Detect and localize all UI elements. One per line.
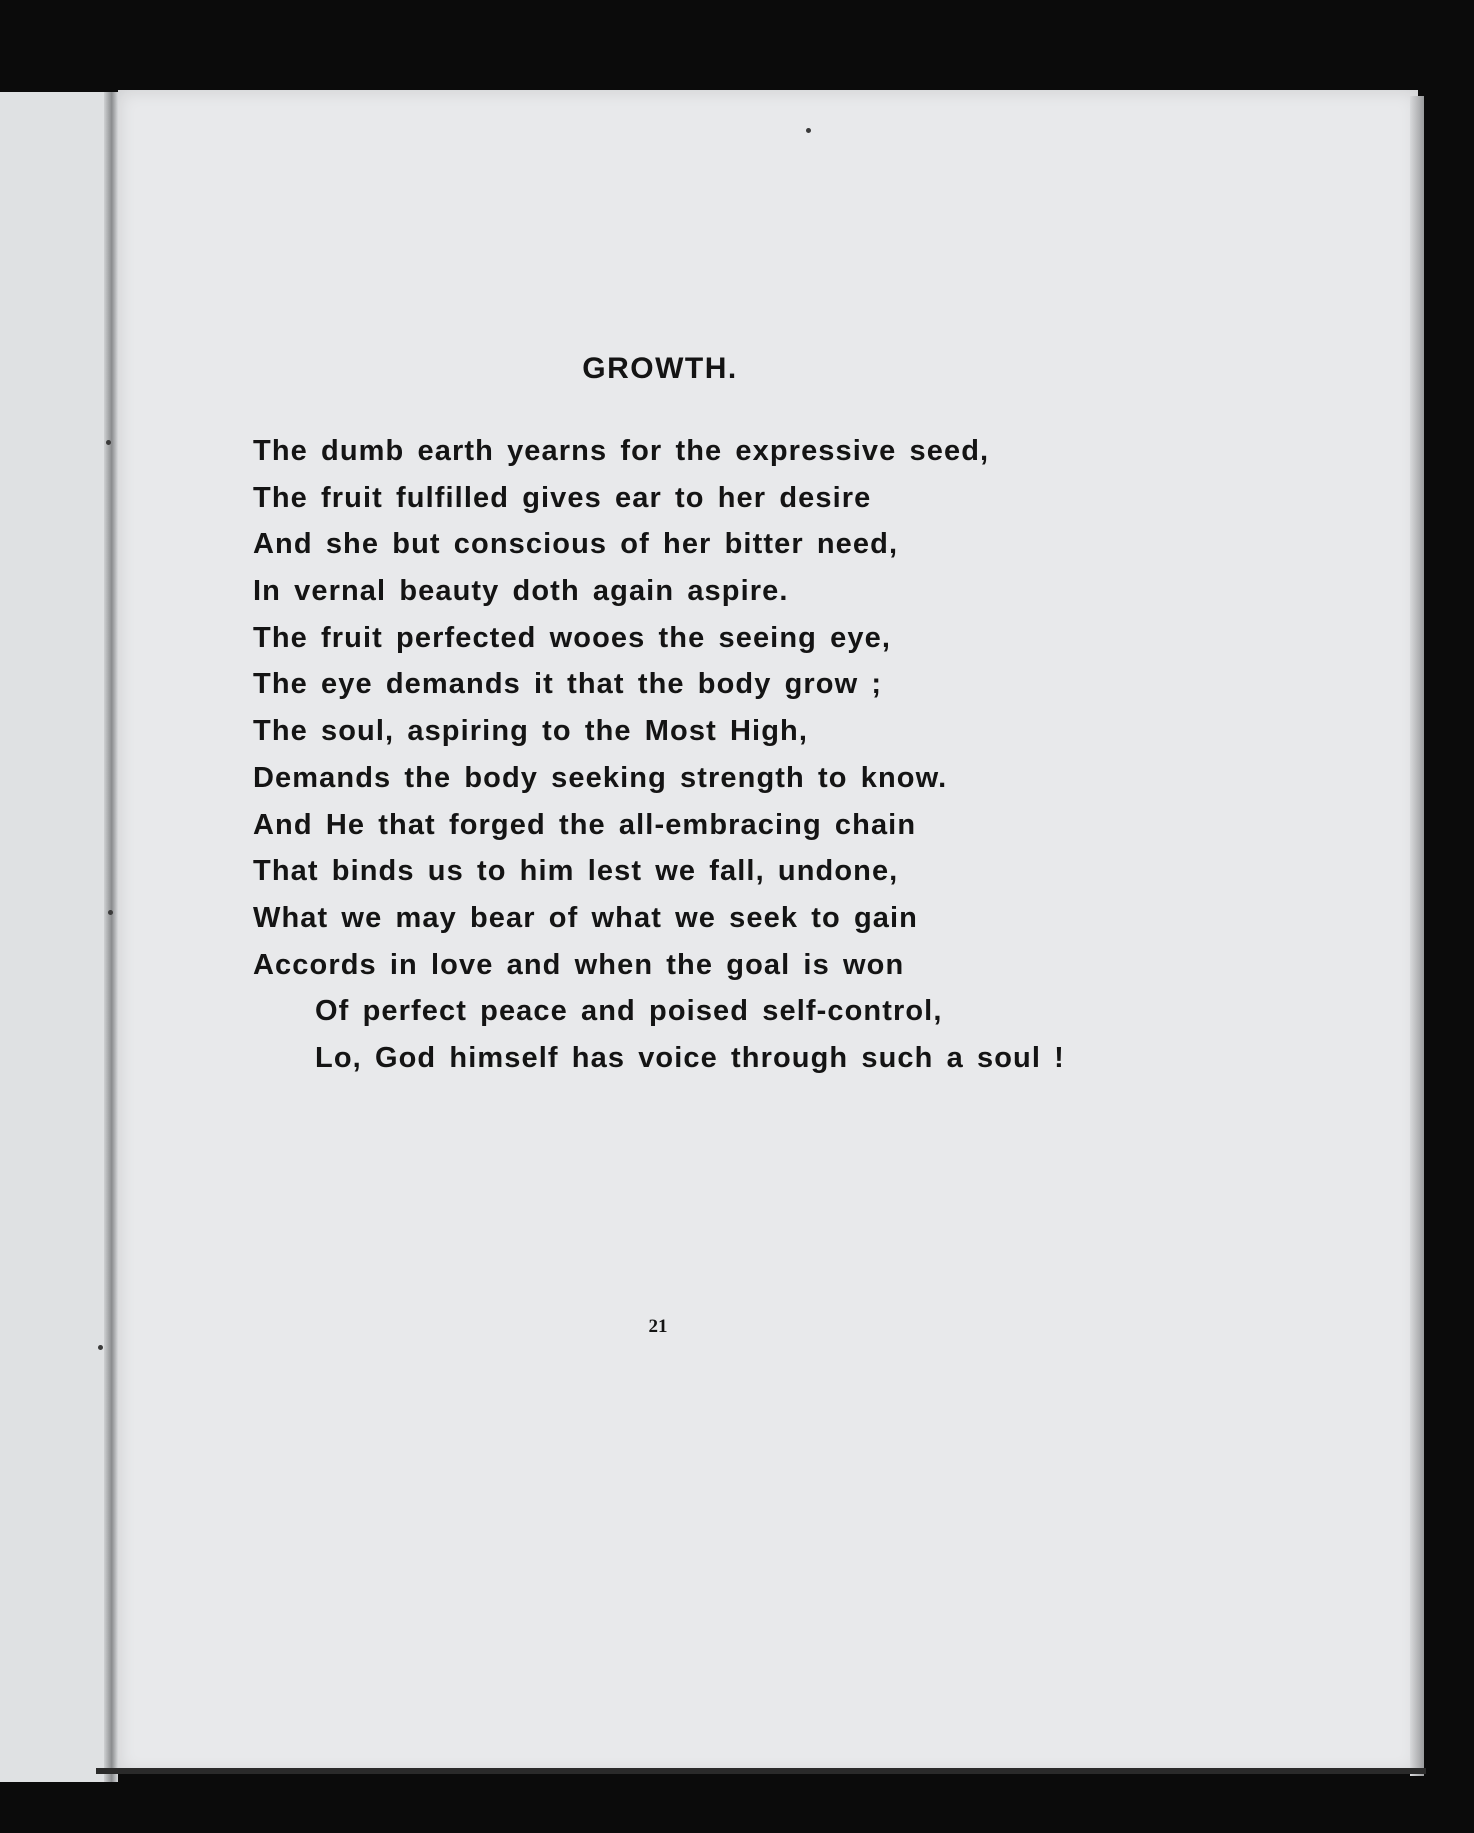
poem-body — [253, 428, 1065, 1082]
page-number: 21 — [648, 1316, 668, 1337]
scan-speck — [98, 1345, 103, 1350]
previous-page-edge — [0, 92, 116, 1782]
poem-line: What we may bear of what we seek to gain — [253, 901, 918, 934]
poem-line: And He that forged the all-embracing chain — [253, 808, 917, 841]
scan-speck — [108, 910, 113, 915]
page-right-edge — [1410, 96, 1424, 1776]
poem-line: And she but conscious of her bitter need, — [253, 528, 899, 561]
scan-speck — [106, 440, 111, 445]
poem-line: Accords in love and when the goal is won — [253, 948, 905, 981]
book-gutter — [104, 92, 118, 1782]
poem-line: Of perfect peace and poised self-control, — [315, 995, 943, 1028]
poem-line: The fruit fulfilled gives ear to her desire — [253, 481, 872, 514]
poem-line: The dumb earth yearns for the expressive seed, — [253, 435, 990, 467]
poem-title: GROWTH. — [582, 352, 738, 385]
poem-line: In vernal beauty doth again aspire. — [253, 575, 789, 608]
poem-line: Lo, God himself has voice through such a soul ! — [315, 1041, 1065, 1074]
poem-line: That binds us to him lest we fall, undone, — [253, 855, 899, 888]
poem-line: The soul, aspiring to the Most High, — [253, 715, 808, 748]
poem-line: Demands the body seeking strength to know. — [253, 761, 948, 794]
poem-line: The fruit perfected wooes the seeing eye, — [253, 621, 891, 654]
page-bottom-edge — [96, 1768, 1426, 1774]
scan-speck — [806, 128, 811, 133]
poem-line: The eye demands it that the body grow ; — [253, 668, 883, 701]
